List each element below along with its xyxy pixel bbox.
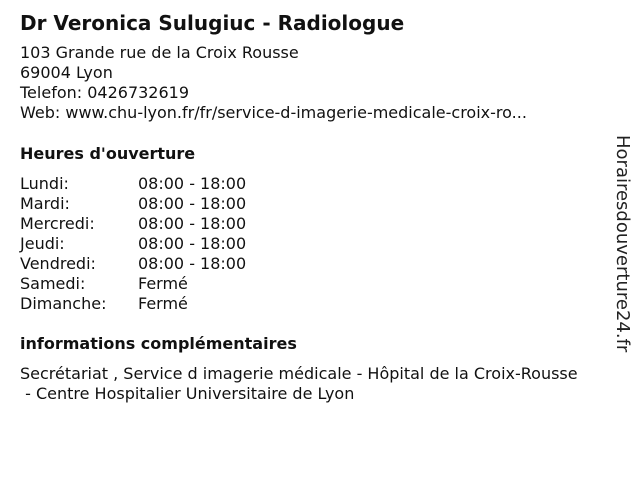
hours-day: Mardi: bbox=[20, 194, 70, 213]
address-line-1: 103 Grande rue de la Croix Rousse bbox=[20, 43, 299, 62]
site-watermark bbox=[611, 135, 637, 353]
watermark-text: Horairesdouverture24.fr bbox=[612, 135, 633, 353]
hours-time: Fermé bbox=[138, 274, 188, 293]
hours-day: Samedi: bbox=[20, 274, 86, 293]
hours-time: 08:00 - 18:00 bbox=[138, 194, 247, 213]
hours-time: Fermé bbox=[138, 294, 188, 313]
hours-day: Lundi: bbox=[20, 174, 69, 193]
additional-info-line-2: - Centre Hospitalier Universitaire de Lyon bbox=[20, 384, 355, 403]
website-link[interactable]: Web: www.chu-lyon.fr/fr/service-d-imagerie-medicale-croix-ro... bbox=[20, 103, 527, 122]
address-line-2: 69004 Lyon bbox=[20, 63, 113, 82]
additional-info-text bbox=[20, 364, 578, 404]
hours-day: Dimanche: bbox=[20, 294, 107, 313]
hours-day: Jeudi: bbox=[20, 234, 65, 253]
hours-time: 08:00 - 18:00 bbox=[138, 234, 247, 253]
hours-day: Vendredi: bbox=[20, 254, 96, 273]
opening-hours-heading: Heures d'ouverture bbox=[20, 144, 196, 163]
page-title: Dr Veronica Sulugiuc - Radiologue bbox=[20, 11, 405, 35]
additional-info-line-1: Secrétariat , Service d imagerie médicale - Hôpital de la Croix-Rousse bbox=[20, 364, 578, 383]
contact-block bbox=[20, 43, 527, 123]
hours-day: Mercredi: bbox=[20, 214, 95, 233]
additional-info-heading: informations complémentaires bbox=[20, 334, 297, 353]
hours-time: 08:00 - 18:00 bbox=[138, 254, 247, 273]
phone-number: Telefon: 0426732619 bbox=[20, 83, 190, 102]
hours-time: 08:00 - 18:00 bbox=[138, 174, 247, 193]
hours-time: 08:00 - 18:00 bbox=[138, 214, 247, 233]
